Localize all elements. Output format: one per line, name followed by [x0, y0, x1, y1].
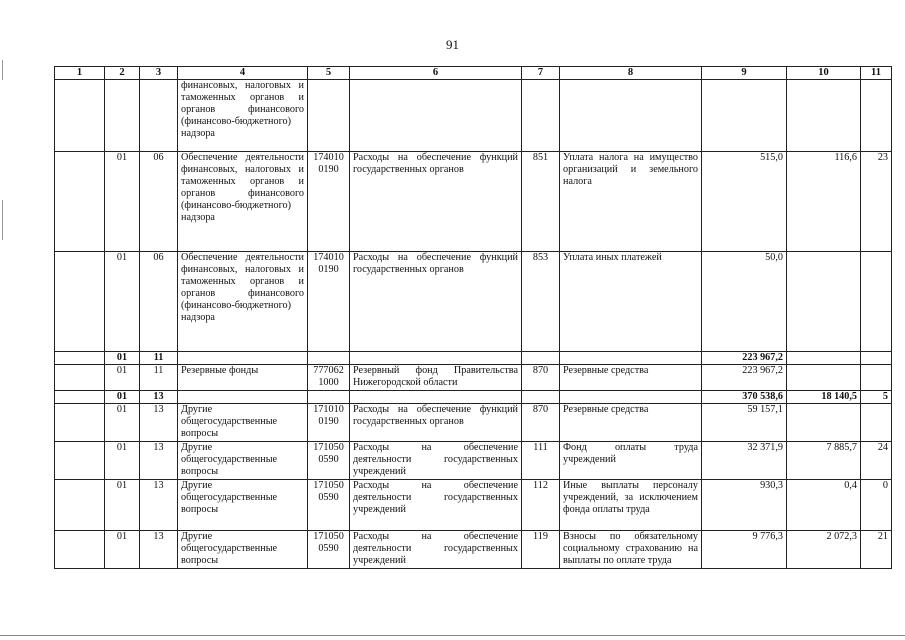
cell-col-5: 171050 0590	[308, 480, 350, 531]
cell-col-6: Расходы на обеспечение деятельности государственных учреждений	[350, 442, 522, 480]
cell-col-8	[560, 391, 702, 404]
cell-col-10: 7 885,7	[787, 442, 861, 480]
section-total-row	[55, 391, 892, 404]
cell-col-9: 9 776,3	[702, 531, 787, 569]
cell-col-2	[105, 80, 140, 152]
cell-col-10	[787, 80, 861, 152]
cell-col-8: Иные выплаты персоналу учреждений, за исключением фонда оплаты труда	[560, 480, 702, 531]
cell-col-7	[522, 352, 560, 365]
cell-col-11	[861, 80, 892, 152]
cell-col-5	[308, 352, 350, 365]
cell-col-7	[522, 391, 560, 404]
cell-col-3: 11	[140, 365, 178, 391]
cell-col-8: Взносы по обязательному социальному страхованию на выплаты по оплате труда	[560, 531, 702, 569]
cell-col-5: 174010 0190	[308, 152, 350, 252]
column-header-2: 2	[105, 67, 140, 80]
cell-col-11: 24	[861, 442, 892, 480]
column-header-5: 5	[308, 67, 350, 80]
cell-col-3: 13	[140, 480, 178, 531]
section-total-row	[55, 352, 892, 365]
cell-col-8: Фонд оплаты труда учреждений	[560, 442, 702, 480]
cell-col-5	[308, 80, 350, 152]
cell-col-4: Другие общегосударственные вопросы	[178, 442, 308, 480]
cell-col-5: 777062 1000	[308, 365, 350, 391]
cell-col-10	[787, 404, 861, 442]
cell-col-7	[522, 80, 560, 152]
column-header-8: 8	[560, 67, 702, 80]
cell-col-7: 119	[522, 531, 560, 569]
cell-col-4: Обеспечение деятельности финансовых, налоговых и таможенных органов и органов финансового (финансово-бюджетного) надзора	[178, 252, 308, 352]
cell-col-8: Уплата иных платежей	[560, 252, 702, 352]
cell-col-1	[55, 404, 105, 442]
cell-col-5: 171050 0590	[308, 531, 350, 569]
cell-col-6: Расходы на обеспечение деятельности государственных учреждений	[350, 480, 522, 531]
cell-col-6	[350, 80, 522, 152]
table-row	[55, 252, 892, 352]
table-row	[55, 531, 892, 569]
cell-col-11: 5	[861, 391, 892, 404]
cell-col-4: Обеспечение деятельности финансовых, налоговых и таможенных органов и органов финансового (финансово-бюджетного) надзора	[178, 152, 308, 252]
column-header-3: 3	[140, 67, 178, 80]
cell-col-3: 13	[140, 442, 178, 480]
cell-col-9: 930,3	[702, 480, 787, 531]
column-header-1: 1	[55, 67, 105, 80]
table-body	[55, 80, 892, 569]
cell-col-1	[55, 80, 105, 152]
cell-col-7: 853	[522, 252, 560, 352]
header-row	[55, 67, 892, 80]
cell-col-6: Расходы на обеспечение функций государственных органов	[350, 152, 522, 252]
budget-table	[54, 66, 892, 569]
cell-col-4: финансовых, налоговых и таможенных органов и органов финансового (финансово-бюджетного) надзора	[178, 80, 308, 152]
cell-col-1	[55, 365, 105, 391]
cell-col-9: 32 371,9	[702, 442, 787, 480]
cell-col-3: 11	[140, 352, 178, 365]
column-header-11: 11	[861, 67, 892, 80]
cell-col-6: Расходы на обеспечение функций государственных органов	[350, 252, 522, 352]
cell-col-10	[787, 252, 861, 352]
column-header-7: 7	[522, 67, 560, 80]
cell-col-9: 223 967,2	[702, 365, 787, 391]
cell-col-9: 59 157,1	[702, 404, 787, 442]
cell-col-9: 370 538,6	[702, 391, 787, 404]
cell-col-8: Резервные средства	[560, 404, 702, 442]
cell-col-7: 870	[522, 365, 560, 391]
cell-col-9: 223 967,2	[702, 352, 787, 365]
cell-col-1	[55, 152, 105, 252]
cell-col-1	[55, 352, 105, 365]
table-row	[55, 442, 892, 480]
cell-col-6	[350, 352, 522, 365]
cell-col-11	[861, 365, 892, 391]
cell-col-10: 18 140,5	[787, 391, 861, 404]
cell-col-10	[787, 365, 861, 391]
cell-col-5: 174010 0190	[308, 252, 350, 352]
cell-col-6: Резервный фонд Правительства Нижегородской области	[350, 365, 522, 391]
cell-col-4: Резервные фонды	[178, 365, 308, 391]
cell-col-3: 06	[140, 152, 178, 252]
cell-col-8: Уплата налога на имущество организаций и земельного налога	[560, 152, 702, 252]
cell-col-10: 116,6	[787, 152, 861, 252]
scan-edge-line	[0, 635, 905, 636]
table-row	[55, 480, 892, 531]
cell-col-4: Другие общегосударственные вопросы	[178, 531, 308, 569]
cell-col-8	[560, 352, 702, 365]
cell-col-8	[560, 80, 702, 152]
cell-col-10: 2 072,3	[787, 531, 861, 569]
cell-col-1	[55, 391, 105, 404]
cell-col-8: Резервные средства	[560, 365, 702, 391]
cell-col-6: Расходы на обеспечение деятельности государственных учреждений	[350, 531, 522, 569]
cell-col-11: 0	[861, 480, 892, 531]
cell-col-11: 21	[861, 531, 892, 569]
table-row	[55, 80, 892, 152]
cell-col-5: 171050 0590	[308, 442, 350, 480]
column-header-10: 10	[787, 67, 861, 80]
cell-col-4: Другие общегосударственные вопросы	[178, 480, 308, 531]
cell-col-9: 50,0	[702, 252, 787, 352]
cell-col-2: 01	[105, 352, 140, 365]
cell-col-3: 13	[140, 531, 178, 569]
cell-col-5: 171010 0190	[308, 404, 350, 442]
cell-col-10: 0,4	[787, 480, 861, 531]
cell-col-11	[861, 404, 892, 442]
cell-col-3: 06	[140, 252, 178, 352]
cell-col-7: 112	[522, 480, 560, 531]
column-header-9: 9	[702, 67, 787, 80]
cell-col-2: 01	[105, 391, 140, 404]
cell-col-2: 01	[105, 404, 140, 442]
cell-col-2: 01	[105, 442, 140, 480]
cell-col-1	[55, 252, 105, 352]
cell-col-6	[350, 391, 522, 404]
cell-col-9: 515,0	[702, 152, 787, 252]
cell-col-2: 01	[105, 480, 140, 531]
cell-col-2: 01	[105, 252, 140, 352]
table-row	[55, 152, 892, 252]
cell-col-7: 111	[522, 442, 560, 480]
cell-col-1	[55, 531, 105, 569]
cell-col-4: Другие общегосударственные вопросы	[178, 404, 308, 442]
margin-mark	[2, 60, 3, 80]
cell-col-2: 01	[105, 365, 140, 391]
cell-col-9	[702, 80, 787, 152]
cell-col-1	[55, 480, 105, 531]
cell-col-10	[787, 352, 861, 365]
cell-col-7: 851	[522, 152, 560, 252]
cell-col-3	[140, 80, 178, 152]
column-header-4: 4	[178, 67, 308, 80]
table-row	[55, 404, 892, 442]
margin-mark	[2, 200, 3, 240]
cell-col-7: 870	[522, 404, 560, 442]
cell-col-11: 23	[861, 152, 892, 252]
page-number: 91	[446, 37, 459, 52]
cell-col-11	[861, 252, 892, 352]
cell-col-3: 13	[140, 391, 178, 404]
cell-col-4	[178, 352, 308, 365]
cell-col-11	[861, 352, 892, 365]
column-header-6: 6	[350, 67, 522, 80]
cell-col-3: 13	[140, 404, 178, 442]
cell-col-1	[55, 442, 105, 480]
cell-col-2: 01	[105, 531, 140, 569]
cell-col-6: Расходы на обеспечение функций государственных органов	[350, 404, 522, 442]
cell-col-2: 01	[105, 152, 140, 252]
cell-col-4	[178, 391, 308, 404]
table-row	[55, 365, 892, 391]
cell-col-5	[308, 391, 350, 404]
